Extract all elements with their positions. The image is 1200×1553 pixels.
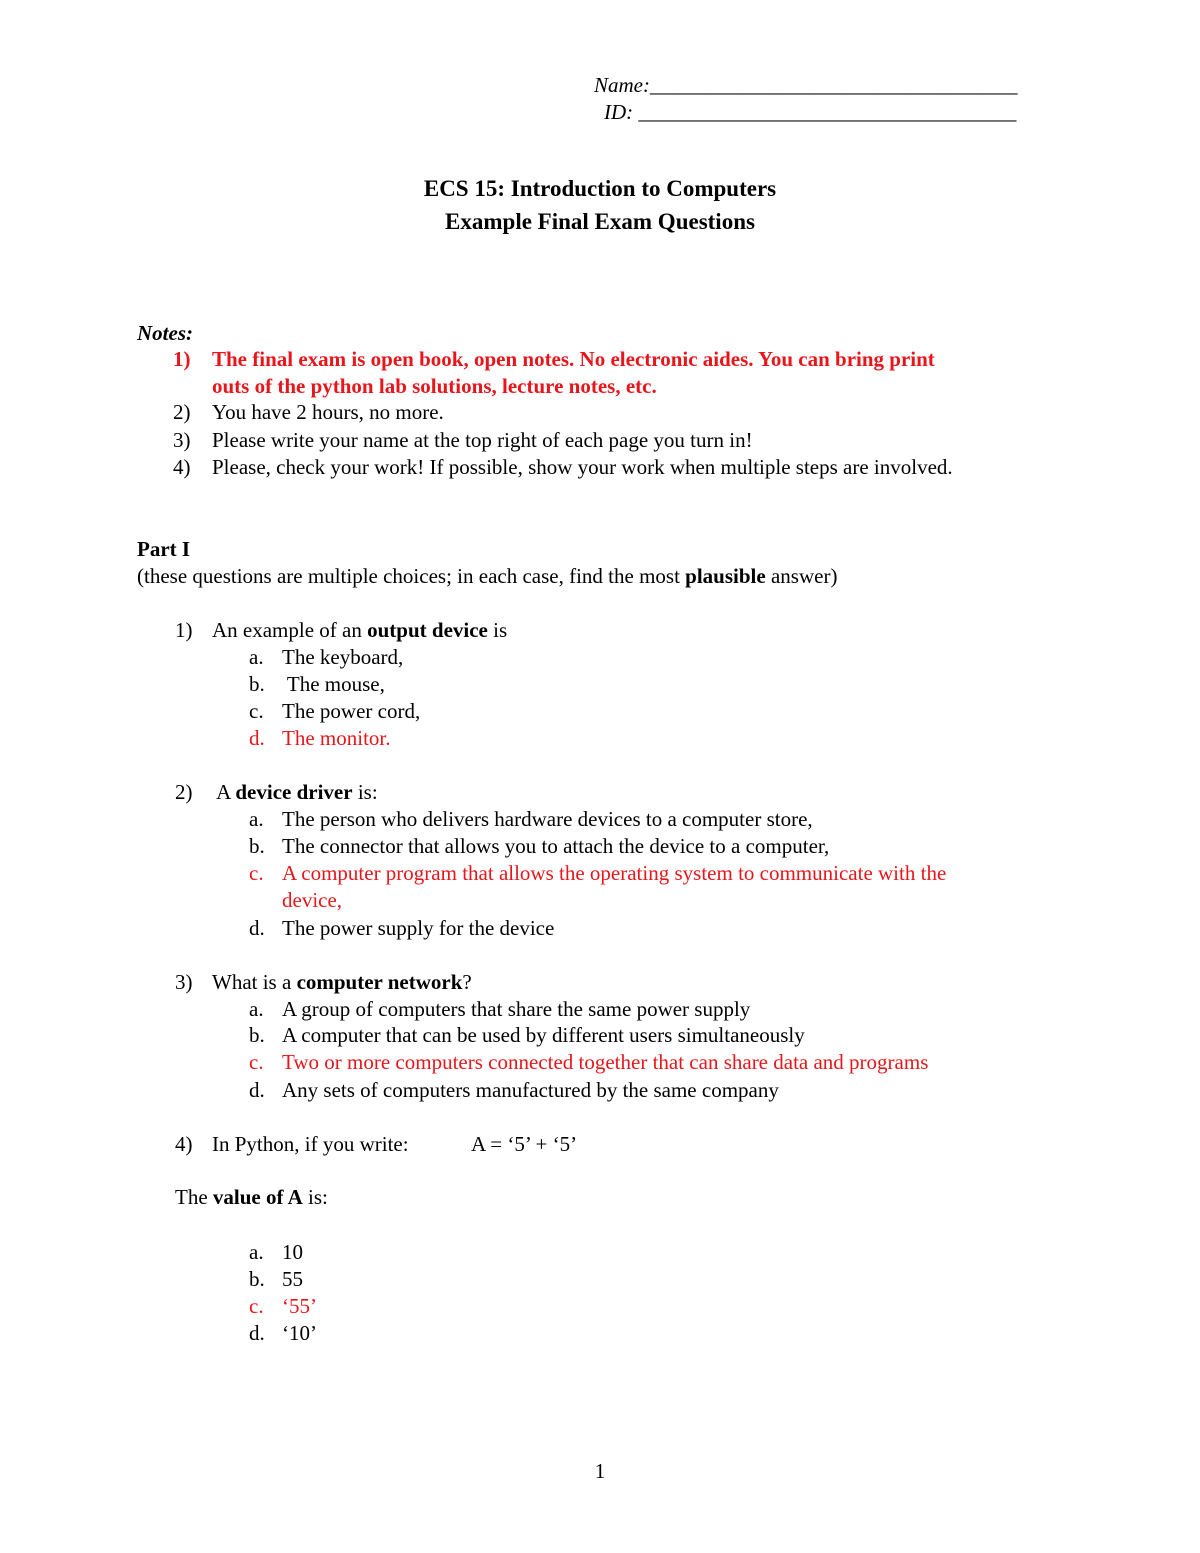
q3-option-b-letter: b. bbox=[249, 1023, 265, 1047]
question-3-number: 3) bbox=[175, 970, 193, 994]
q1-option-a-letter: a. bbox=[249, 645, 264, 669]
q1-option-a-text: The keyboard, bbox=[282, 645, 404, 669]
name-field-label: Name:___________________________________ bbox=[594, 73, 1018, 97]
q2-option-a-letter: a. bbox=[249, 807, 264, 831]
q1-option-d-letter: d. bbox=[249, 726, 265, 750]
q4-option-a-text: 10 bbox=[282, 1240, 303, 1264]
question-4-code: A = ‘5’ + ‘5’ bbox=[471, 1132, 578, 1156]
q4-option-c-text: ‘55’ bbox=[282, 1294, 317, 1318]
part-1-heading: Part I bbox=[137, 537, 191, 561]
note-1-text-cont: outs of the python lab solutions, lecture notes, etc. bbox=[212, 374, 657, 398]
q1-option-b-text: The mouse, bbox=[282, 672, 385, 696]
q1-option-c-text: The power cord, bbox=[282, 699, 421, 723]
q4-option-d-letter: d. bbox=[249, 1321, 265, 1345]
q2-option-b-text: The connector that allows you to attach the device to a computer, bbox=[282, 834, 830, 858]
part-1-instructions: (these questions are multiple choices; in each case, find the most plausible answer) bbox=[137, 564, 838, 588]
q3-option-c-text: Two or more computers connected together that can share data and programs bbox=[282, 1050, 929, 1074]
question-1-number: 1) bbox=[175, 618, 193, 642]
q2-option-c-text: A computer program that allows the operating system to communicate with the bbox=[282, 861, 947, 885]
q4-option-a-letter: a. bbox=[249, 1240, 264, 1264]
q2-option-d-letter: d. bbox=[249, 916, 265, 940]
q3-option-a-text: A group of computers that share the same power supply bbox=[282, 997, 751, 1021]
q1-option-d-text: The monitor. bbox=[282, 726, 391, 750]
page-number: 1 bbox=[594, 1459, 606, 1483]
note-3-number: 3) bbox=[173, 428, 191, 452]
question-4-value-prompt: The value of A is: bbox=[175, 1185, 328, 1209]
question-2-number: 2) bbox=[175, 780, 193, 804]
note-2-text: You have 2 hours, no more. bbox=[212, 400, 444, 424]
q2-option-c-letter: c. bbox=[249, 861, 264, 885]
question-2-text: A device driver is: bbox=[212, 780, 378, 804]
q1-option-b-letter: b. bbox=[249, 672, 265, 696]
question-4-number: 4) bbox=[175, 1132, 193, 1156]
q4-option-b-text: 55 bbox=[282, 1267, 303, 1291]
q4-option-d-text: ‘10’ bbox=[282, 1321, 317, 1345]
q2-option-c-text-cont: device, bbox=[282, 888, 343, 912]
course-title: ECS 15: Introduction to Computers bbox=[423, 176, 777, 201]
note-4-text: Please, check your work! If possible, show your work when multiple steps are involved. bbox=[212, 455, 953, 479]
q3-option-c-letter: c. bbox=[249, 1050, 264, 1074]
note-1-text: The final exam is open book, open notes. No electronic aides. You can bring print bbox=[212, 347, 935, 371]
id-field-label: ID: ____________________________________ bbox=[604, 100, 1017, 124]
note-2-number: 2) bbox=[173, 400, 191, 424]
exam-title: Example Final Exam Questions bbox=[445, 209, 755, 234]
q4-option-c-letter: c. bbox=[249, 1294, 264, 1318]
q2-option-b-letter: b. bbox=[249, 834, 265, 858]
q2-option-a-text: The person who delivers hardware devices to a computer store, bbox=[282, 807, 813, 831]
notes-heading: Notes: bbox=[137, 321, 193, 345]
q3-option-d-text: Any sets of computers manufactured by the same company bbox=[282, 1078, 779, 1102]
q3-option-a-letter: a. bbox=[249, 997, 264, 1021]
q1-option-c-letter: c. bbox=[249, 699, 264, 723]
q4-option-b-letter: b. bbox=[249, 1267, 265, 1291]
question-4-text: In Python, if you write: bbox=[212, 1132, 409, 1156]
q3-option-b-text: A computer that can be used by different users simultaneously bbox=[282, 1023, 805, 1047]
question-1-text: An example of an output device is bbox=[212, 618, 508, 642]
q3-option-d-letter: d. bbox=[249, 1078, 265, 1102]
q2-option-d-text: The power supply for the device bbox=[282, 916, 555, 940]
note-1-number: 1) bbox=[173, 347, 191, 371]
question-3-text: What is a computer network? bbox=[212, 970, 472, 994]
note-3-text: Please write your name at the top right of each page you turn in! bbox=[212, 428, 753, 452]
note-4-number: 4) bbox=[173, 455, 191, 479]
